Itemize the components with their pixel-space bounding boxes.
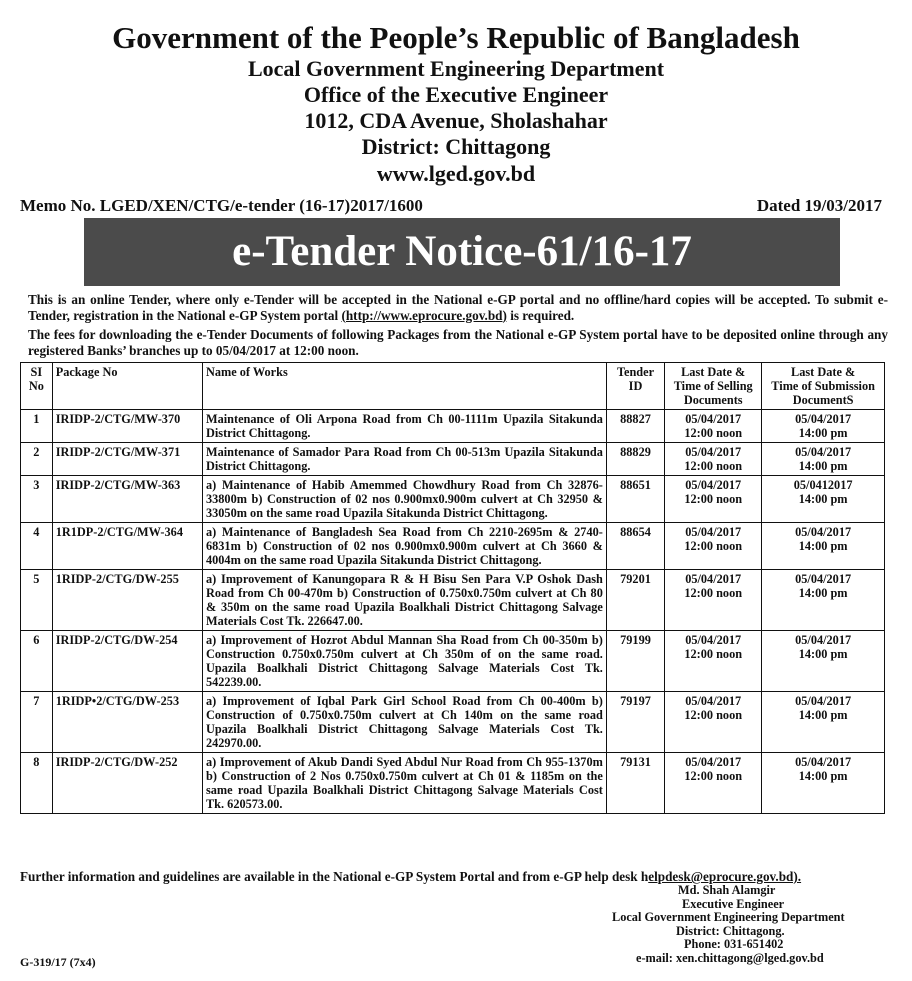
row-sl: 1 xyxy=(21,410,53,443)
row-sell-time: 12:00 noon xyxy=(684,492,743,506)
table-row xyxy=(21,631,885,692)
row-sell-time: 12:00 noon xyxy=(684,769,743,783)
intro-text-start: This is an online Tender, where only e-Tender will be accepted in the National e-GP portal and no offline/hard copies will be accepted. To submit e-Tender, registration in the National e-GP System portal xyxy=(28,292,888,323)
row-submission xyxy=(762,410,885,443)
row-package: IRIDP-2/CTG/DW-254 xyxy=(52,631,202,692)
notice-title: e-Tender Notice-61/16-17 xyxy=(232,228,692,275)
header-sl-line2: No xyxy=(28,379,44,393)
row-sub-time: 14:00 pm xyxy=(798,539,848,553)
row-works: Maintenance of Samador Para Road from Ch 00-513m Upazila Sitakunda District Chittagong. xyxy=(202,443,606,476)
table-row xyxy=(21,570,885,631)
memo-number: Memo No. LGED/XEN/CTG/e-tender (16-17)2017/1600 xyxy=(20,196,423,215)
memo-date: Dated 19/03/2017 xyxy=(756,196,882,215)
helpdesk-email-link[interactable]: elpdesk@eprocure.gov.bd). xyxy=(648,869,802,884)
row-submission xyxy=(762,692,885,753)
row-selling xyxy=(665,410,762,443)
signature-block xyxy=(560,884,912,965)
row-tender-id: 79201 xyxy=(606,570,664,631)
header-selling xyxy=(665,363,762,410)
row-sub-time: 14:00 pm xyxy=(798,426,848,440)
signatory-title: Executive Engineer xyxy=(682,896,785,911)
row-works: Maintenance of Oli Arpona Road from Ch 00-1111m Upazila Sitakunda District Chittagong. xyxy=(202,410,606,443)
row-tender-id: 79131 xyxy=(606,753,664,814)
header-works: Name of Works xyxy=(202,363,606,410)
row-submission xyxy=(762,443,885,476)
row-tender-id: 79197 xyxy=(606,692,664,753)
row-selling xyxy=(665,692,762,753)
row-works: a) Improvement of Hozrot Abdul Mannan Sha Road from Ch 00-350m b) Construction 0.750x0.750m culvert at Ch 350m of on the same road. Upazila Boalkhali District Chittagong Salvage Materials Cost Tk. 542239.00. xyxy=(202,631,606,692)
row-sell-time: 12:00 noon xyxy=(684,708,743,722)
row-sub-date: 05/0412017 xyxy=(793,478,853,492)
office-district: District: Chittagong xyxy=(361,134,551,159)
row-sub-time: 14:00 pm xyxy=(798,492,848,506)
row-package: IRIDP-2/CTG/MW-371 xyxy=(52,443,202,476)
row-sell-date: 05/04/2017 xyxy=(685,694,742,708)
table-row xyxy=(21,476,885,523)
row-sub-date: 05/04/2017 xyxy=(795,412,852,426)
table-row xyxy=(21,443,885,476)
government-title: Government of the People’s Republic of Bangladesh xyxy=(112,20,800,55)
table-header-row xyxy=(21,363,885,410)
row-sl: 8 xyxy=(21,753,53,814)
row-sell-date: 05/04/2017 xyxy=(685,755,742,769)
row-package: 1RIDP•2/CTG/DW-253 xyxy=(52,692,202,753)
signatory-department: Local Government Engineering Department xyxy=(612,910,845,924)
row-sell-date: 05/04/2017 xyxy=(685,478,742,492)
header-sell-line1: Last Date & xyxy=(681,365,746,379)
table-row xyxy=(21,692,885,753)
signatory-name: Md. Shah Alamgir xyxy=(678,883,776,897)
row-tender-id: 79199 xyxy=(606,631,664,692)
row-sub-date: 05/04/2017 xyxy=(795,694,852,708)
row-package: 1RIDP-2/CTG/DW-255 xyxy=(52,570,202,631)
intro-paragraph-1 xyxy=(28,292,888,323)
header-sell-line2: Time of Selling xyxy=(673,379,753,393)
row-works: a) Improvement of Kanungopara R & H Bisu Sen Para V.P Oshok Dash Road from Ch 00-470m b) Construction of 0.750x0.750m culvert at Ch 80 & 350m on the same road Upazila Boalkhali District Chittagong Salvage Materials Cost Tk. 226647.00. xyxy=(202,570,606,631)
row-submission xyxy=(762,753,885,814)
row-sl: 6 xyxy=(21,631,53,692)
row-sell-time: 12:00 noon xyxy=(684,539,743,553)
row-sl: 2 xyxy=(21,443,53,476)
intro-text-end: is required. xyxy=(506,307,575,323)
header-tender-line1: Tender xyxy=(616,365,655,379)
row-sl: 4 xyxy=(21,523,53,570)
row-tender-id: 88651 xyxy=(606,476,664,523)
row-sell-date: 05/04/2017 xyxy=(685,412,742,426)
row-sell-time: 12:00 noon xyxy=(684,647,743,661)
table-row xyxy=(21,523,885,570)
office-address: 1012, CDA Avenue, Sholashahar xyxy=(304,108,608,133)
signatory-email[interactable]: e-mail: xen.chittagong@lged.gov.bd xyxy=(636,950,824,965)
row-tender-id: 88829 xyxy=(606,443,664,476)
publication-code: G-319/17 (7x4) xyxy=(20,955,96,969)
row-selling xyxy=(665,631,762,692)
row-selling xyxy=(665,753,762,814)
row-sub-date: 05/04/2017 xyxy=(795,755,852,769)
row-sub-time: 14:00 pm xyxy=(798,647,848,661)
row-works: a) Maintenance of Habib Amemmed Chowdhury Road from Ch 32876-33800m b) Construction of 02 nos 0.900mx0.900m culvert at Ch 32950 & 33050m on the same road Upazila Sitakunda District Chittagong. xyxy=(202,476,606,523)
row-sub-date: 05/04/2017 xyxy=(795,572,852,586)
row-submission xyxy=(762,631,885,692)
row-sub-date: 05/04/2017 xyxy=(795,633,852,647)
row-package: IRIDP-2/CTG/MW-370 xyxy=(52,410,202,443)
row-tender-id: 88827 xyxy=(606,410,664,443)
signatory-district: District: Chittagong. xyxy=(676,923,785,938)
eprocure-link[interactable]: (http://www.eprocure.gov.bd) xyxy=(341,307,507,323)
header-sub-line1: Last Date & xyxy=(791,365,856,379)
tender-table xyxy=(20,362,885,814)
header-sub-line2: Time of Submission xyxy=(771,379,875,393)
table-row xyxy=(21,753,885,814)
row-sl: 7 xyxy=(21,692,53,753)
row-works: a) Improvement of Iqbal Park Girl School Road from Ch 00-400m b) Construction of 0.750x0.750m culvert at Ch 140m on the same road Upazila Boalkhali District Chittagong Salvage Materials Cost Tk. 242970.00. xyxy=(202,692,606,753)
row-submission xyxy=(762,570,885,631)
row-sub-time: 14:00 pm xyxy=(798,708,848,722)
website-link[interactable]: www.lged.gov.bd xyxy=(376,161,536,186)
row-submission xyxy=(762,476,885,523)
header-tender-id xyxy=(606,363,664,410)
row-sell-date: 05/04/2017 xyxy=(685,445,742,459)
row-sl: 5 xyxy=(21,570,53,631)
row-selling xyxy=(665,443,762,476)
footer-text: Further information and guidelines are available in the National e-GP System Portal and from e-GP help desk h xyxy=(20,869,649,884)
table-row xyxy=(21,410,885,443)
header-submission xyxy=(762,363,885,410)
header-package: Package No xyxy=(52,363,202,410)
header-tender-line2: ID xyxy=(628,379,643,393)
row-selling xyxy=(665,476,762,523)
row-works: a) Maintenance of Bangladesh Sea Road from Ch 2210-2695m & 2740-6831m b) Construction of 02 nos 0.900mx0.900m culvert at Ch 3660 & 4004m on the same road Upazila Sitakunda District Chittagong. xyxy=(202,523,606,570)
row-selling xyxy=(665,570,762,631)
row-package: IRIDP-2/CTG/DW-252 xyxy=(52,753,202,814)
row-sell-date: 05/04/2017 xyxy=(685,525,742,539)
department-title: Local Government Engineering Department xyxy=(247,56,665,81)
row-sub-time: 14:00 pm xyxy=(798,586,848,600)
row-submission xyxy=(762,523,885,570)
row-selling xyxy=(665,523,762,570)
row-sl: 3 xyxy=(21,476,53,523)
row-package: IRIDP-2/CTG/MW-363 xyxy=(52,476,202,523)
row-package: 1R1DP-2/CTG/MW-364 xyxy=(52,523,202,570)
row-sub-date: 05/04/2017 xyxy=(795,525,852,539)
notice-banner xyxy=(84,218,840,286)
row-works: a) Improvement of Akub Dandi Syed Abdul Nur Road from Ch 955-1370m b) Construction of 2 Nos 0.750x0.750m culvert at Ch 01 & 1185m on the same road Upazila Boalkhali District Chittagong Salvage Materials Cost Tk. 620573.00. xyxy=(202,753,606,814)
intro-paragraph-2: The fees for downloading the e-Tender Documents of following Packages from the National e-GP System portal have to be deposited online through any registered Banks’ branches up to 05/04/2017 at 12:00 noon. xyxy=(28,327,888,358)
row-sub-date: 05/04/2017 xyxy=(795,445,852,459)
row-sell-time: 12:00 noon xyxy=(684,586,743,600)
row-sell-time: 12:00 noon xyxy=(684,426,743,440)
header-sub-line3: DocumentS xyxy=(792,393,854,407)
header-sl xyxy=(21,363,53,410)
row-sell-date: 05/04/2017 xyxy=(685,633,742,647)
office-title: Office of the Executive Engineer xyxy=(303,82,609,107)
signatory-phone: Phone: 031-651402 xyxy=(684,937,784,951)
header-sl-line1: SI xyxy=(30,365,43,379)
row-sell-date: 05/04/2017 xyxy=(685,572,742,586)
row-sub-time: 14:00 pm xyxy=(798,459,848,473)
row-sub-time: 14:00 pm xyxy=(798,769,848,783)
row-sell-time: 12:00 noon xyxy=(684,459,743,473)
row-tender-id: 88654 xyxy=(606,523,664,570)
header-sell-line3: Documents xyxy=(683,393,743,407)
